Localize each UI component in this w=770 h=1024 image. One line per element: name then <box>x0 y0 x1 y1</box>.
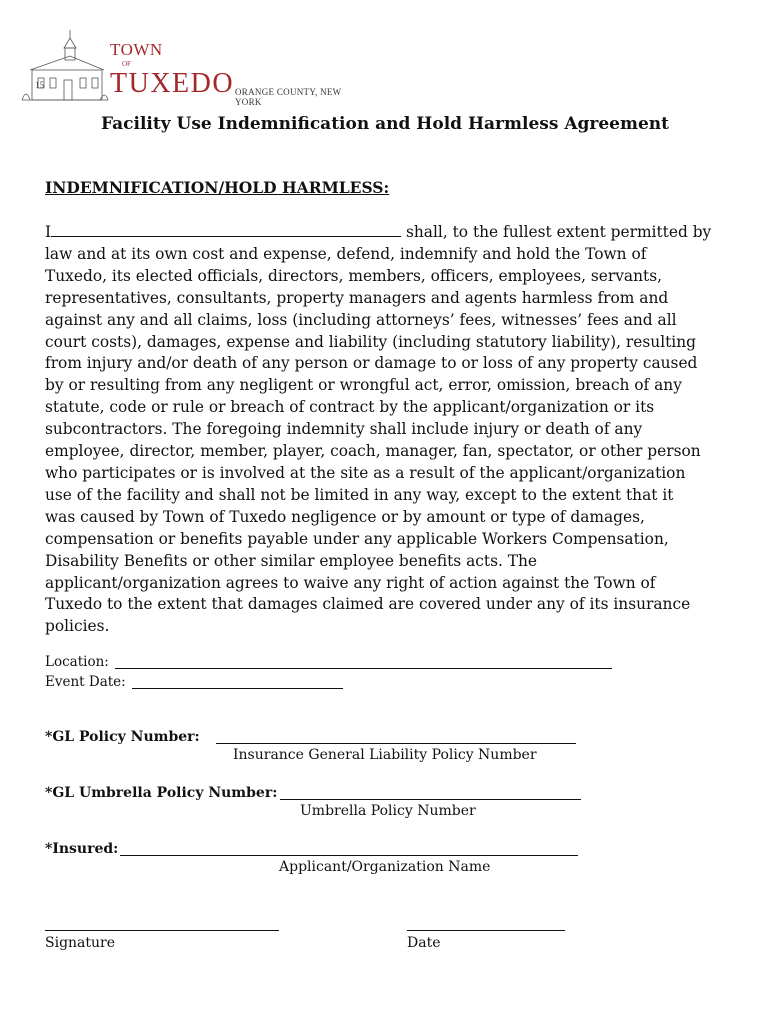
gl-umbrella-label: *GL Umbrella Policy Number: <box>45 785 278 801</box>
agreement-line: law and at its own cost and expense, defend, indemnify and hold the Town of <box>45 244 647 263</box>
logo-town-text: TOWN <box>110 40 163 59</box>
gl-policy-label: *GL Policy Number: <box>45 729 200 745</box>
logo-county-text: ORANGE COUNTY, NEW YORK <box>235 87 342 107</box>
gl-policy-caption: Insurance General Liability Policy Number <box>233 747 537 763</box>
agreement-line: court costs), damages, expense and liability (including statutory liability), resulting <box>45 332 696 351</box>
section-heading: INDEMNIFICATION/HOLD HARMLESS: <box>45 178 390 197</box>
agreement-paragraph <box>45 222 727 638</box>
agreement-line: subcontractors. The foregoing indemnity shall include injury or death of any <box>45 420 643 439</box>
agreement-line: compensation or benefits payable under any applicable Workers Compensation, <box>45 529 669 548</box>
agreement-line: Disability Benefits or other similar employee benefits acts. The <box>45 551 538 570</box>
logo-of-text: OF <box>122 60 131 68</box>
gl-policy-field[interactable] <box>216 743 576 744</box>
gl-umbrella-caption: Umbrella Policy Number <box>300 803 476 819</box>
agreement-line: employee, director, member, player, coach, manager, fan, spectator, or other person <box>45 442 701 461</box>
agreement-line: use of the facility and shall not be limited in any way, except to the extent that it <box>45 485 674 504</box>
svg-text:15: 15 <box>35 80 44 90</box>
agreement-prefix: I <box>45 223 52 241</box>
gl-umbrella-field[interactable] <box>280 799 581 800</box>
signature-label: Signature <box>45 935 116 951</box>
insured-caption: Applicant/Organization Name <box>279 859 491 875</box>
insured-field[interactable] <box>120 855 578 856</box>
agreement-first-line-text: shall, to the fullest extent permitted by <box>401 223 712 241</box>
signature-field[interactable] <box>45 930 279 931</box>
date-label: Date <box>407 935 441 951</box>
agreement-line: statute, code or rule or breach of contract by the applicant/organization or its <box>45 398 655 417</box>
town-hall-icon <box>20 26 110 106</box>
agreement-line: applicant/organization agrees to waive any right of action against the Town of <box>45 573 656 592</box>
agreement-line: representatives, consultants, property managers and agents harmless from and <box>45 288 669 307</box>
agreement-line: against any and all claims, loss (including attorneys’ fees, witnesses’ fees and all <box>45 310 677 329</box>
agreement-first-line <box>45 222 727 244</box>
agreement-line: was caused by Town of Tuxedo negligence or by amount or type of damages, <box>45 507 645 526</box>
agreement-line: from injury and/or death of any person or damage to or loss of any property caused <box>45 354 698 373</box>
agreement-line: who participates or is involved at the site as a result of the applicant/organization <box>45 463 686 482</box>
location-field[interactable] <box>115 668 612 669</box>
event-date-field[interactable] <box>132 688 343 689</box>
event-date-label: Event Date: <box>45 674 126 690</box>
location-label: Location: <box>45 654 109 670</box>
town-logo <box>20 26 370 106</box>
insured-label: *Insured: <box>45 841 119 857</box>
agreement-line: Tuxedo to the extent that damages claimed are covered under any of its insurance <box>45 595 691 614</box>
page-title: Facility Use Indemnification and Hold Harmless Agreement <box>100 114 669 134</box>
logo-name-text: TUXEDO <box>110 68 235 99</box>
date-field[interactable] <box>407 930 565 931</box>
agreement-line: by or resulting from any negligent or wrongful act, error, omission, breach of any <box>45 376 682 395</box>
name-blank-field[interactable] <box>51 222 401 237</box>
agreement-line: Tuxedo, its elected officials, directors, members, officers, employees, servants, <box>45 266 663 285</box>
agreement-line: policies. <box>45 617 110 636</box>
